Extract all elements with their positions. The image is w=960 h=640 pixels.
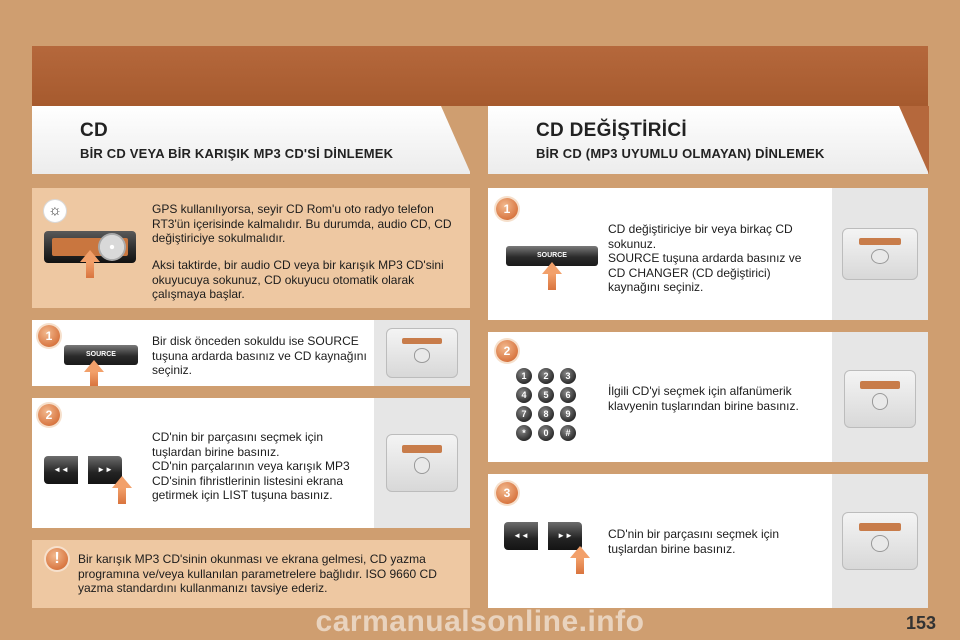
step2-badge: 2: [496, 340, 518, 362]
left-header: [32, 106, 470, 174]
arrow-up-icon: [80, 250, 100, 262]
radio-panel-image: [844, 370, 916, 428]
skip-next-icon: ►►: [548, 522, 582, 550]
right-step3-figure: [832, 474, 928, 608]
right-step2-figure: [832, 332, 928, 462]
step1-badge: 1: [496, 198, 518, 220]
left-step1-figure: [374, 320, 470, 386]
left-step1-text: Bir disk önceden sokuldu ise SOURCE tuşuna ardarda basınız ve CD kaynağını seçiniz.: [152, 334, 367, 377]
left-warning-panel: [32, 540, 470, 608]
keypad-key: 2: [538, 368, 554, 384]
radio-panel-image: [842, 228, 918, 280]
arrow-up-icon: [112, 476, 132, 488]
left-info-text-1: GPS kullanılıyorsa, seyir CD Rom'u oto radyo telefon RT3'ün içerisinde kalmalıdır. Bu durumda, audio CD, CD değiştiriciye sokulmalıdır.: [152, 202, 452, 245]
warning-icon: !: [46, 548, 68, 570]
left-step1-panel: [32, 320, 470, 386]
step2-badge: 2: [38, 404, 60, 426]
source-button-image: SOURCE: [64, 345, 138, 365]
left-info-panel: [32, 188, 470, 308]
keypad-key: 4: [516, 387, 532, 403]
keypad-key: 1: [516, 368, 532, 384]
keypad-key: 6: [560, 387, 576, 403]
page-number: 153: [905, 613, 936, 633]
right-step3-panel: [488, 474, 928, 608]
arrow-up-icon: [84, 360, 104, 372]
arrow-up-icon: [570, 546, 590, 558]
radio-panel-image: [386, 328, 458, 378]
keypad-key: 8: [538, 406, 554, 422]
right-step3-text: CD'nin bir parçasını seçmek için tuşlardan birine basınız.: [608, 527, 780, 556]
left-title: CD: [80, 120, 109, 141]
keypad-key: #: [560, 425, 576, 441]
skip-prev-icon: ◄◄: [44, 456, 78, 484]
left-step2-panel: [32, 398, 470, 528]
step1-badge: 1: [38, 325, 60, 347]
keypad-key: 7: [516, 406, 532, 422]
right-step2-text: İlgili CD'yi seçmek için alfanümerik klavyenin tuşlarından birine basınız.: [608, 384, 799, 413]
source-button-image: SOURCE: [506, 246, 598, 266]
left-step2-text-b: CD'nin parçalarının veya karışık MP3 CD'sinin fihristlerinin listesini ekrana getirmek için LIST tuşuna basınız.: [152, 459, 350, 502]
keypad-key: 5: [538, 387, 554, 403]
top-band: [32, 46, 928, 106]
keypad-key: 0: [538, 425, 554, 441]
right-step1-text-a: CD değiştiriciye bir veya birkaç CD sokunuz.: [608, 222, 793, 251]
right-subtitle: BİR CD (MP3 UYUMLU OLMAYAN) DİNLEMEK: [536, 146, 825, 161]
keypad-key: 9: [560, 406, 576, 422]
right-header: [488, 106, 928, 174]
left-info-text-2: Aksi taktirde, bir audio CD veya bir karışık MP3 CD'sini okuyucuya sokunuz, CD okuyucu otomatik olarak çalışmaya başlar.: [152, 258, 444, 301]
skip-next-icon: ►►: [88, 456, 122, 484]
left-step2-figure: [374, 398, 470, 528]
warning-text: Bir karışık MP3 CD'sinin okunması ve ekrana gelmesi, CD yazma programına ve/veya kullanılan parametrelere bağlıdır. ISO 9660 CD yazma standardını kullanmanızı tavsiye ederiz.: [78, 552, 437, 595]
watermark-text: carmanualsonline.info: [315, 605, 645, 638]
right-step2-panel: [488, 332, 928, 462]
right-step1-figure: [832, 188, 928, 320]
sun-icon: ☼: [44, 200, 66, 222]
keypad-image: [516, 368, 576, 440]
right-step1-panel: [488, 188, 928, 320]
right-title: CD DEĞİŞTİRİCİ: [536, 120, 687, 141]
skip-buttons-image: [44, 456, 122, 484]
keypad-key: 3: [560, 368, 576, 384]
right-step1-text-b: SOURCE tuşuna ardarda basınız ve CD CHANGER (CD değiştirici) kaynağını seçiniz.: [608, 251, 802, 294]
arrow-up-icon: [542, 262, 562, 274]
disc-icon: [98, 233, 126, 261]
step3-badge: 3: [496, 482, 518, 504]
keypad-key: *: [516, 425, 532, 441]
left-subtitle: BİR CD VEYA BİR KARIŞIK MP3 CD'Sİ DİNLEMEK: [80, 146, 394, 161]
left-step2-text-a: CD'nin bir parçasını seçmek için tuşlardan birine basınız.: [152, 430, 324, 459]
radio-panel-image: [386, 434, 458, 492]
radio-panel-image: [842, 512, 918, 570]
skip-prev-icon: ◄◄: [504, 522, 538, 550]
